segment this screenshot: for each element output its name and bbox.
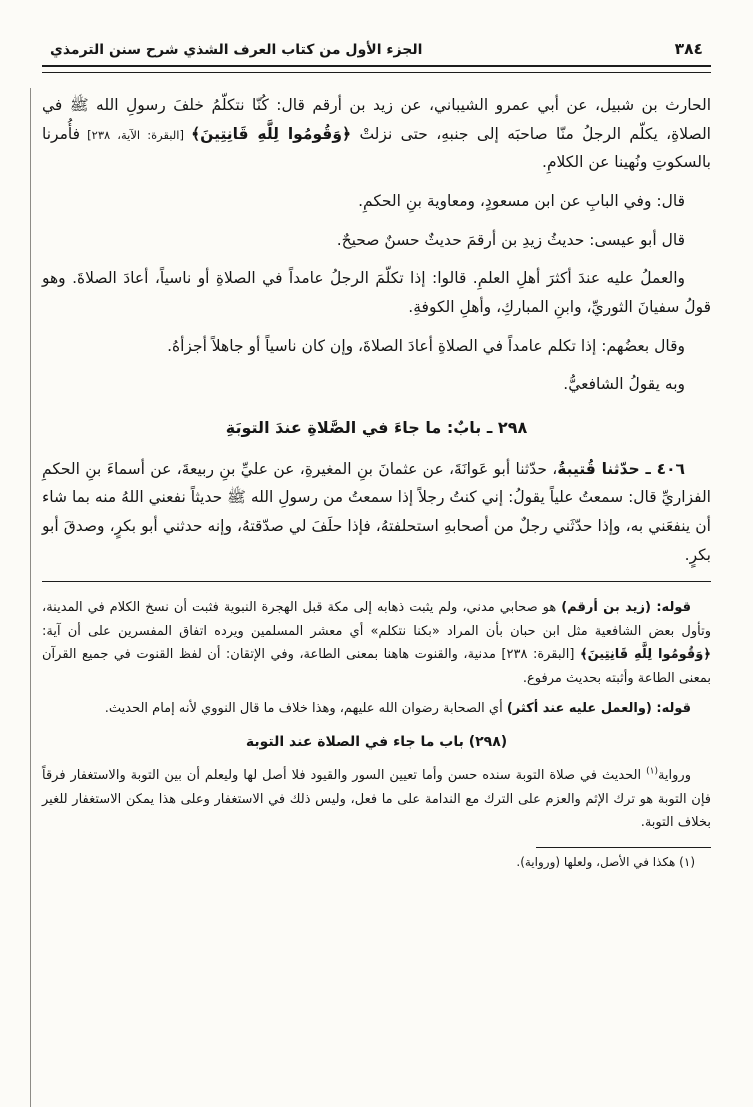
- commentary-text: [البقرة: ٢٣٨] مدنية، والقنوت هاهنا بمعنى الطاعة، وفي الإتقان: أن لفظ القنوت في جميع القرآن بمعنى الطاعة وأثبته بحديث مرفوع.: [42, 647, 711, 686]
- commentary-text: هو صحابي مدني، ولم يثبت ذهابه إلى مكة قبل الهجرة النبوية فثبت أن نسخ الكلام في المدينة، وتأول بعض الشافعية مثل ابن حبان بأن المراد «بكنا نتكلم» أي معشر المسلمين ويرده اتفاق المفسرين على أن آية:: [42, 600, 711, 639]
- commentary-text: ورواية: [657, 768, 691, 784]
- running-title: الجزء الأول من كتاب العرف الشذي شرح سنن الترمذي: [50, 42, 423, 58]
- commentary-divider: [42, 581, 711, 582]
- dissenting-opinion-line: وقال بعضُهم: إذا تكلم عامداً في الصلاةِ أعادَ الصلاةَ، وإن كان ناسياً أو جاهلاً أجزأهُ.: [167, 336, 685, 355]
- chapter-heading: ٢٩٨ ـ بابٌ: ما جاءَ في الصَّلاةِ عندَ التوبَةِ: [225, 418, 528, 438]
- commentary-text: الحديث في صلاة التوبة سنده حسن وأما تعيين السور والقيود فلا أصل لها وليعلم أن بين التوبة والاستغفار فرقاً فإن التوبة هو ترك الإثم والعزم على الترك مع الندامة على ما فعل، وليس ذلك في الاستغفار وعلى هذا يمكن الاستغفار للغير بخلاف التوبة.: [42, 768, 711, 831]
- header-divider: [42, 65, 711, 73]
- hadith-text-section: [42, 91, 711, 569]
- fil-bab-line: قال: وفي البابِ عن ابن مسعودٍ، ومعاوية بنِ الحكمِ.: [358, 192, 685, 211]
- commentary-note-2: [42, 697, 711, 720]
- commentary-section: [42, 596, 711, 834]
- page-number: ٣٨٤: [674, 40, 703, 58]
- footnote-1: (١) هكذا في الأصل، ولعلها (ورواية).: [516, 854, 695, 869]
- scholars-practice-paragraph: والعملُ عليه عندَ أكثرَ أهلِ العلمِ. قالوا: إذا تكلّمَ الرجلُ عامداً في الصلاةِ أو ناسياً، أعادَ الصلاةَ. وهو قولُ سفيانَ الثوريِّ، وابنِ المباركِ، وأهلِ الكوفةِ.: [42, 269, 711, 317]
- commentary-note-3: [42, 764, 711, 834]
- page-header: [42, 40, 711, 58]
- commentary-chapter-heading: (٢٩٨) باب ما جاء في الصلاة عند التوبة: [245, 734, 508, 751]
- hadith-406-paragraph: [42, 455, 711, 570]
- hadith-number-and-lead: ٤٠٦ ـ حدّثنا قُتيبةُ: [557, 459, 685, 478]
- page-edge-line: [30, 88, 31, 1107]
- commentary-lemma: قوله: (والعمل عليه عند أكثر): [506, 700, 691, 716]
- quran-verse: ﴿وَقُومُوا لِلَّهِ قَانِتِينَ﴾: [579, 647, 712, 663]
- hadith-text: فأُمرنا بالسكوتِ ونُهينا عن الكلامِ.: [42, 124, 711, 172]
- commentary-text: أي الصحابة رضوان الله عليهم، وهذا خلاف ما قال النووي لأنه إمام الحديث.: [104, 700, 507, 716]
- shafii-opinion-line: وبه يقولُ الشافعيُّ.: [563, 375, 685, 394]
- footnote-area: [42, 847, 711, 872]
- commentary-lemma: قوله: (زيد بن أرقم): [561, 600, 691, 616]
- footnote-divider: [536, 847, 711, 848]
- hadith-isnad-paragraph: [42, 91, 711, 177]
- verse-reference: [البقرة: الآية، ٢٣٨]: [80, 127, 192, 142]
- commentary-note-1: [42, 596, 711, 690]
- hadith-grading-line: قال أبو عيسى: حديثُ زيدِ بن أرقمَ حديثٌ حسنٌ صحيحٌ.: [336, 230, 685, 249]
- quran-verse: ﴿وَقُومُوا لِلَّهِ قَانِتِينَ﴾: [191, 124, 352, 143]
- footnote-marker: (١): [646, 767, 658, 778]
- hadith-text: ، حدّثنا أبو عَوانَةَ، عن عثمانَ بنِ المغيرةِ، عن عليِّ بنِ ربيعةَ، عن أسماءَ بنِ الحكمِ الفزاريِّ قال: سمعتُ علياً يقولُ: إني كنتُ رجلاً إذا سمعتُ من رسولِ الله ﷺ حديثاً نفعني اللهُ منه بما شاء أن ينفعَني به، وإذا حدّثَني رجلٌ من أصحابهِ استحلفتهُ، فإذا حلَفَ لي صدّقتهُ، وإنه حدثني أبو بكرٍ، وصدقَ أبو بكرٍ.: [42, 459, 711, 564]
- hadith-text: الحارث بن شبيل، عن أبي عمرو الشيباني، عن زيد بن أرقم قال: كُنّا نتكلّمُ خلفَ رسولِ الله ﷺ في الصلاةِ، يكلّم الرجلُ منّا صاحبَه إلى جنبهِ، حتى نزلتْ: [42, 96, 711, 143]
